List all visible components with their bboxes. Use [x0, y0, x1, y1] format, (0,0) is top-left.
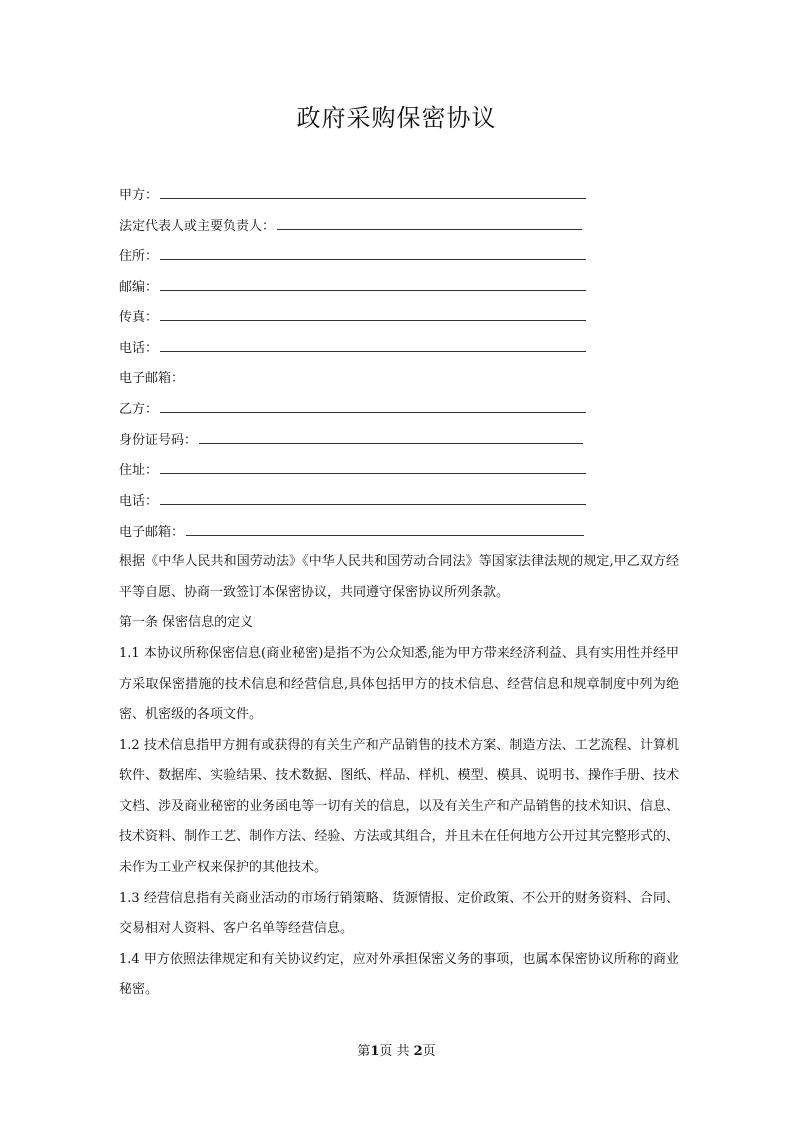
field-party-a: [119, 180, 679, 211]
blank-line: [277, 211, 582, 230]
field-phone-a: [119, 333, 679, 364]
field-label: 电子邮箱：: [119, 370, 185, 386]
field-party-b: [119, 394, 679, 425]
intro-paragraph: 根据《中华人民共和国劳动法》《中华人民共和国劳动合同法》等国家法律法规的规定,甲乙双方经平等自愿、协商一致签订本保密协议，共同遵守保密协议所列条款。: [119, 554, 679, 600]
field-legal-rep: [119, 211, 679, 242]
footer-middle: 页 共: [379, 1044, 414, 1059]
blank-line: [160, 302, 586, 321]
blank-line: [160, 486, 586, 505]
blank-line: [160, 455, 586, 474]
page-footer: [0, 1040, 793, 1059]
blank-line: [160, 394, 586, 413]
clause-1-1: 1.1 本协议所称保密信息(商业秘密)是指不为公众知悉,能为甲方带来经济利益、具有实用性并经甲方采取保密措施的技术信息和经营信息,具体包括甲方的技术信息、经营信息和规章制度中列为绝密、机密级的各项文件。: [119, 645, 679, 723]
field-label: 乙方：: [119, 402, 159, 418]
current-page-number: 1: [370, 1044, 380, 1059]
clause-1-3: 1.3 经营信息指有关商业活动的市场行销策略、货源情报、定价政策、不公开的财务资料、合同、交易相对人资料、客户名单等经营信息。: [119, 890, 679, 937]
field-fax: [119, 302, 679, 333]
field-email-a: [119, 364, 679, 395]
field-phone-b: [119, 486, 679, 517]
field-id-number: [119, 425, 679, 456]
clause-1-2: 1.2 技术信息指甲方拥有或获得的有关生产和产品销售的技术方案、制造方法、工艺流程、计算机软件、数据库、实验结果、技术数据、图纸、样品、样机、模型、模具、说明书、操作手册、技术文档、涉及商业秘密的业务函电等一切有关的信息，以及有关生产和产品销售的技术知识、信息、技术资料、制作工艺、制作方法、经验、方法或其组合，并且未在任何地方公开过其完整形式的、未作为工业产权来保护的其他技术。: [119, 737, 679, 876]
field-label: 住所：: [119, 249, 159, 265]
footer-prefix: 第: [357, 1044, 371, 1059]
field-label: 传真：: [119, 310, 159, 326]
blank-line: [160, 180, 586, 199]
document-title: 政府采购保密协议: [296, 104, 497, 132]
clause-1-4: 1.4 甲方依照法律规定和有关协议约定，应对外承担保密义务的事项，也属本保密协议所称的商业秘密。: [119, 951, 679, 998]
field-label: 住址：: [119, 463, 159, 479]
blank-line: [160, 241, 586, 260]
field-label: 电话：: [119, 340, 159, 356]
footer-suffix: 页: [422, 1044, 436, 1059]
blank-line: [160, 272, 586, 291]
total-page-number: 2: [413, 1044, 423, 1059]
field-label: 身份证号码：: [119, 432, 198, 448]
field-label: 邮编：: [119, 279, 159, 295]
field-label: 法定代表人或主要负责人：: [119, 218, 276, 234]
document-body: [119, 180, 679, 1006]
article-heading: 第一条 保密信息的定义: [119, 615, 254, 631]
field-address: [119, 455, 679, 486]
blank-line: [199, 425, 583, 444]
field-label: 电话：: [119, 493, 159, 509]
blank-line: [186, 517, 584, 536]
field-label: 电子邮箱：: [119, 524, 185, 540]
field-postcode: [119, 272, 679, 303]
field-email-b: [119, 517, 679, 548]
blank-line: [160, 333, 586, 352]
field-label: 甲方：: [119, 188, 159, 203]
field-residence: [119, 241, 679, 272]
